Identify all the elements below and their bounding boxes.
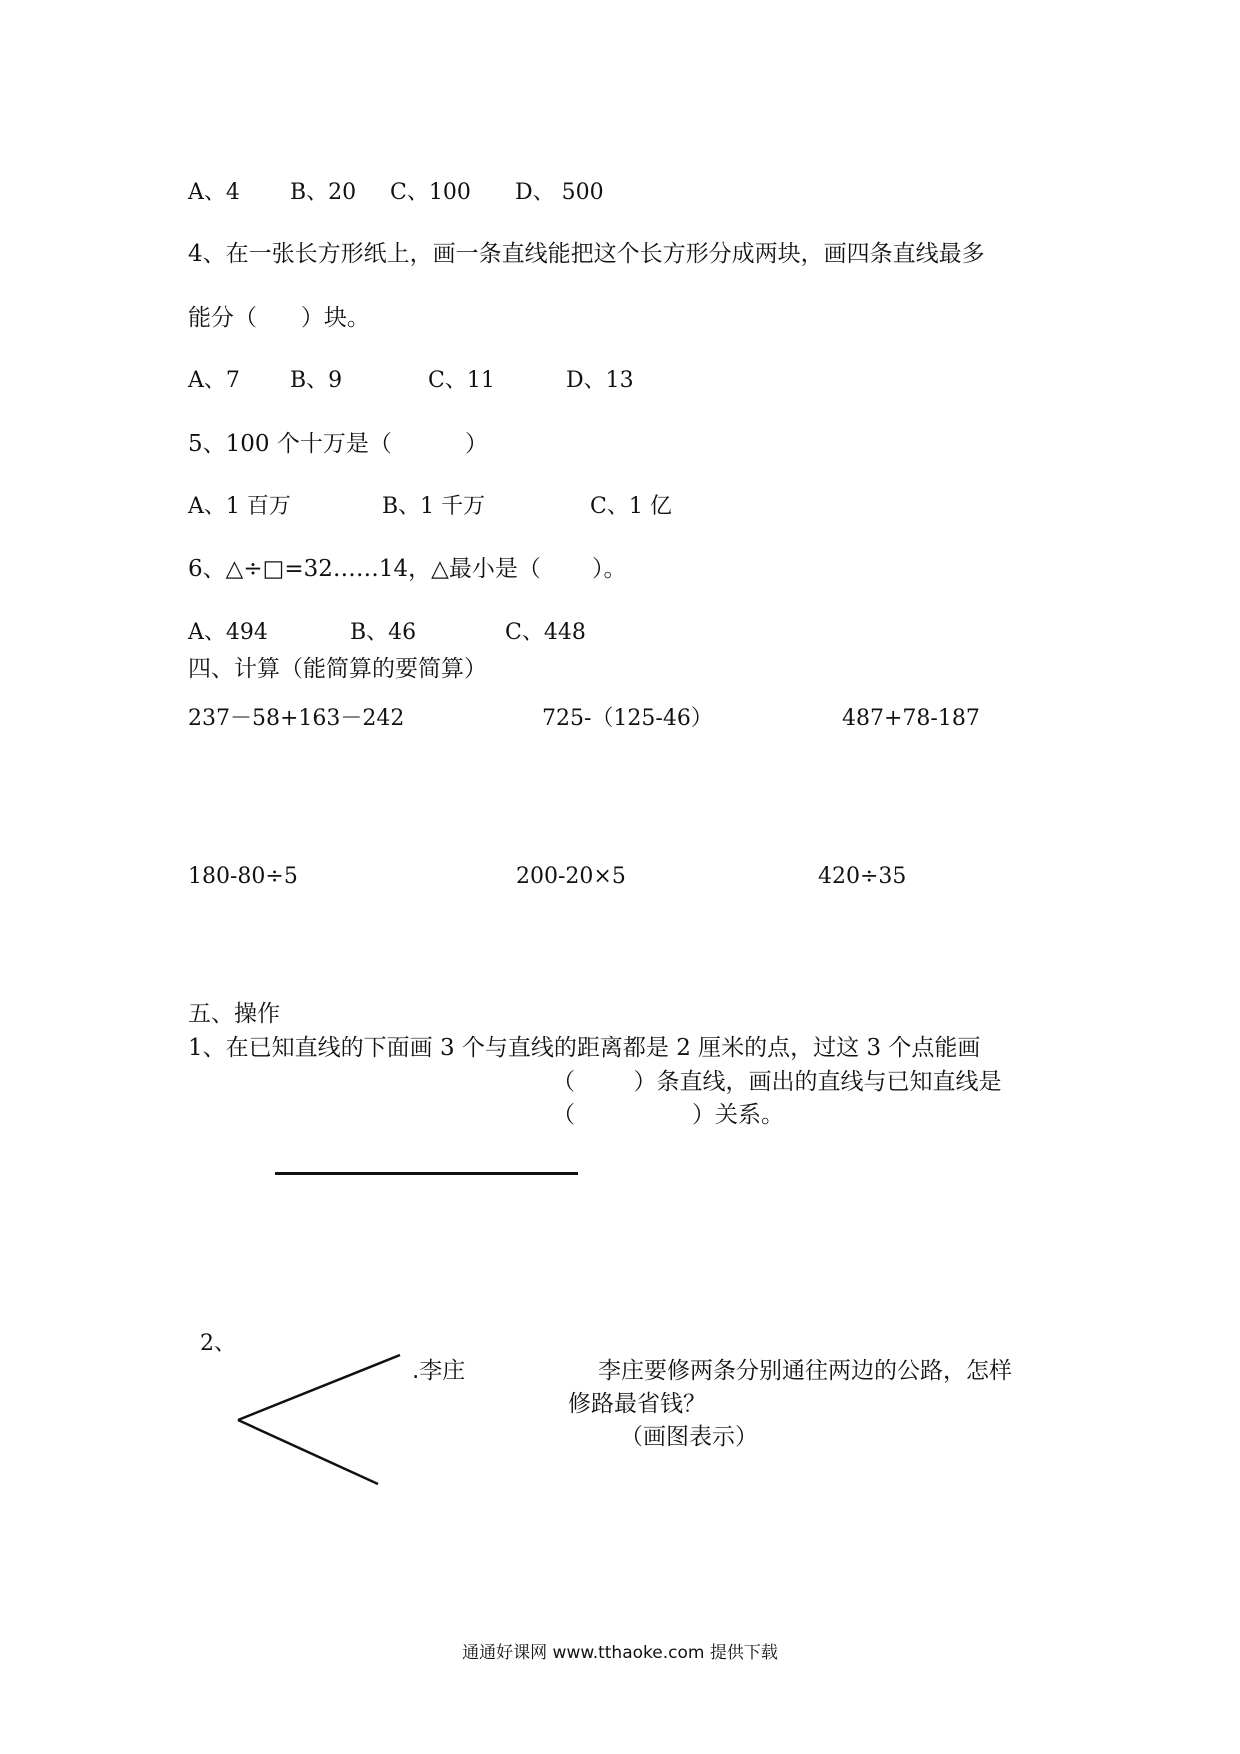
q4-question-line2: 能分（ ）块。 — [188, 305, 370, 331]
q5-question: 5、100 个十万是（ ） — [188, 431, 488, 457]
calc-expression: 237－58+163－242 — [188, 706, 405, 731]
q5-option-c: C、1 亿 — [590, 494, 672, 519]
calc-expression: 420÷35 — [818, 864, 907, 889]
q3-option-d: D、 500 — [515, 180, 604, 205]
op2-question-line3: （画图表示） — [620, 1424, 758, 1450]
q5-option-a: A、1 百万 — [188, 494, 291, 519]
q3-option-c: C、100 — [390, 180, 471, 205]
q4-option-d: D、13 — [566, 368, 634, 393]
q6-question: 6、△÷□=32……14，△最小是（ ）。 — [188, 556, 627, 582]
op1-question-line3: （ ）关系。 — [552, 1102, 784, 1128]
op2-question-line2: 修路最省钱？ — [568, 1391, 706, 1417]
q3-option-b: B、20 — [290, 180, 357, 205]
q4-option-c: C、11 — [428, 368, 495, 393]
q6-option-a: A、494 — [188, 620, 268, 645]
calc-expression: 200-20×5 — [516, 864, 626, 889]
section5-title: 五、操作 — [188, 1001, 280, 1027]
op1-question-line1: 1、在已知直线的下面画 3 个与直线的距离都是 2 厘米的点，过这 3 个点能画 — [188, 1035, 981, 1061]
q5-option-b: B、1 千万 — [382, 494, 486, 519]
q6-option-c: C、448 — [505, 620, 586, 645]
village-label: .李庄 — [412, 1358, 466, 1384]
footer-credit: 通通好课网 www.tthaoke.com 提供下载 — [462, 1643, 778, 1663]
q4-option-b: B、9 — [290, 368, 343, 393]
q4-option-a: A、7 — [188, 368, 240, 393]
calc-expression: 487+78-187 — [842, 706, 980, 731]
q6-option-b: B、46 — [350, 620, 417, 645]
angle-upper-ray — [238, 1355, 400, 1420]
section4-title: 四、计算（能简算的要简算） — [188, 656, 487, 682]
calc-expression: 180-80÷5 — [188, 864, 298, 889]
op2-question-line1: 李庄要修两条分别通往两边的公路，怎样 — [598, 1358, 1012, 1384]
calc-expression: 725-（125-46） — [542, 706, 713, 731]
q4-question-line1: 4、在一张长方形纸上，画一条直线能把这个长方形分成两块，画四条直线最多 — [188, 241, 985, 267]
op2-number: 2、 — [200, 1331, 236, 1356]
op1-question-line2: （ ）条直线，画出的直线与已知直线是 — [552, 1069, 1002, 1095]
q3-option-a: A、4 — [188, 180, 240, 205]
angle-lower-ray — [238, 1420, 378, 1484]
